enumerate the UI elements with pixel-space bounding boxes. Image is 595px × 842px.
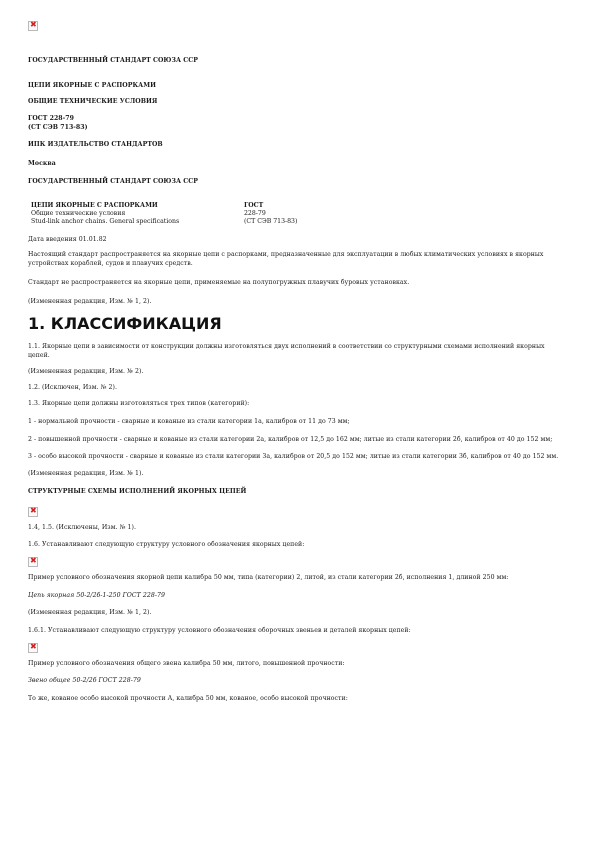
clause-1-6: 1.6. Устанавливают следующую структуру условного обозначения якорных цепей: — [28, 541, 305, 548]
publisher-label: ИПК ИЗДАТЕЛЬСТВО СТАНДАРТОВ — [28, 141, 163, 148]
broken-image-icon — [28, 557, 38, 567]
clause-1-3: 1.3. Якорные цепи должны изготовляться трех типов (категорий): — [28, 400, 250, 407]
title-block-english: Stud-link anchor chains. General specifications — [31, 218, 180, 225]
revision-note-2: (Измененная редакция, Изм. № 2). — [28, 368, 144, 375]
title-block-title: ЦЕПИ ЯКОРНЫЕ С РАСПОРКАМИ — [31, 202, 158, 209]
title-block-left — [31, 202, 244, 226]
broken-image-icon — [28, 21, 38, 31]
scope-paragraph: Настоящий стандарт распространяется на якорные цепи с распорками, предназначенные для эксплуатации в любых климатических условиях в якорных устройствах кораблей, судов и плавучих средств. — [28, 251, 544, 267]
title-block-right — [244, 202, 394, 226]
clause-1-2: 1.2. (Исключен, Изм. № 2). — [28, 384, 118, 391]
document-subtitle: ОБЩИЕ ТЕХНИЧЕСКИЕ УСЛОВИЯ — [28, 98, 158, 105]
title-block-st-sev: (СТ СЭВ 713-83) — [244, 218, 298, 225]
broken-image-icon — [28, 643, 38, 653]
effective-date: Дата введения 01.01.82 — [28, 236, 107, 243]
type-3-item: 3 - особо высокой прочности - сварные и кованые из стали категории 3а, калибров от 20,5 до 152 мм; литые из стали категории 3б, калибров от 40 до 152 мм. — [28, 453, 559, 460]
gost-number: ГОСТ 228-79 — [28, 115, 74, 122]
example-chain-code: Цепь якорная 50-2/2б-1-250 ГОСТ 228-79 — [28, 592, 165, 599]
exclusion-paragraph: Стандарт не распространяется на якорные цепи, применяемые на полупогружных плавучих буровых установках. — [28, 279, 410, 286]
clause-1-4-1-5: 1.4, 1.5. (Исключены, Изм. № 1). — [28, 524, 136, 531]
title-block-subtitle: Общие технические условия — [31, 210, 126, 217]
state-standard-label-2: ГОСУДАРСТВЕННЫЙ СТАНДАРТ СОЮЗА ССР — [28, 178, 198, 185]
st-sev-number: (СТ СЭВ 713-83) — [28, 124, 88, 131]
revision-note-12: (Измененная редакция, Изм. № 1, 2). — [28, 609, 152, 616]
schemes-heading: СТРУКТУРНЫЕ СХЕМЫ ИСПОЛНЕНИЙ ЯКОРНЫХ ЦЕПЕЙ — [28, 488, 247, 495]
title-block-gost: ГОСТ — [244, 202, 264, 209]
example-link-code: Звено общее 50-2/2б ГОСТ 228-79 — [28, 677, 141, 684]
title-block — [28, 202, 568, 226]
document-page — [28, 14, 568, 703]
state-standard-label: ГОСУДАРСТВЕННЫЙ СТАНДАРТ СОЮЗА ССР — [28, 57, 198, 64]
type-1-item: 1 - нормальной прочности - сварные и кованые из стали категории 1а, калибров от 11 до 73 мм; — [28, 418, 350, 425]
type-2-item: 2 - повышенной прочности - сварные и кованые из стали категории 2а, калибров от 12,5 до 162 мм; литые из стали категории 2б, калибров от 40 до 152 мм; — [28, 436, 553, 443]
revision-note: (Измененная редакция, Изм. № 1, 2). — [28, 298, 152, 305]
clause-1-6-1: 1.6.1. Устанавливают следующую структуру условного обозначения оборочных звеньев и деталей якорных цепей: — [28, 627, 411, 634]
broken-image-icon — [28, 507, 38, 517]
example-link-designation: Пример условного обозначения общего звена калибра 50 мм, литого, повышенной прочности: — [28, 660, 345, 667]
section-heading-classification: 1. КЛАССИФИКАЦИЯ — [28, 314, 222, 333]
example-chain-designation: Пример условного обозначения якорной цепи калибра 50 мм, типа (категории) 2, литой, из стали категории 2б, исполнения 1, длиной 250 мм: — [28, 574, 509, 581]
title-block-number: 228-79 — [244, 210, 266, 217]
example-forged-designation: То же, кованое особо высокой прочности А, калибра 50 мм, кованое, особо высокой прочности: — [28, 695, 348, 702]
city-label: Москва — [28, 160, 56, 167]
clause-1-1: 1.1. Якорные цепи в зависимости от конструкции должны изготовляться двух исполнений в соответствии со структурными схемами исполнений якорных цепей. — [28, 343, 545, 359]
revision-note-1: (Измененная редакция, Изм. № 1). — [28, 470, 144, 477]
document-title: ЦЕПИ ЯКОРНЫЕ С РАСПОРКАМИ — [28, 82, 157, 89]
